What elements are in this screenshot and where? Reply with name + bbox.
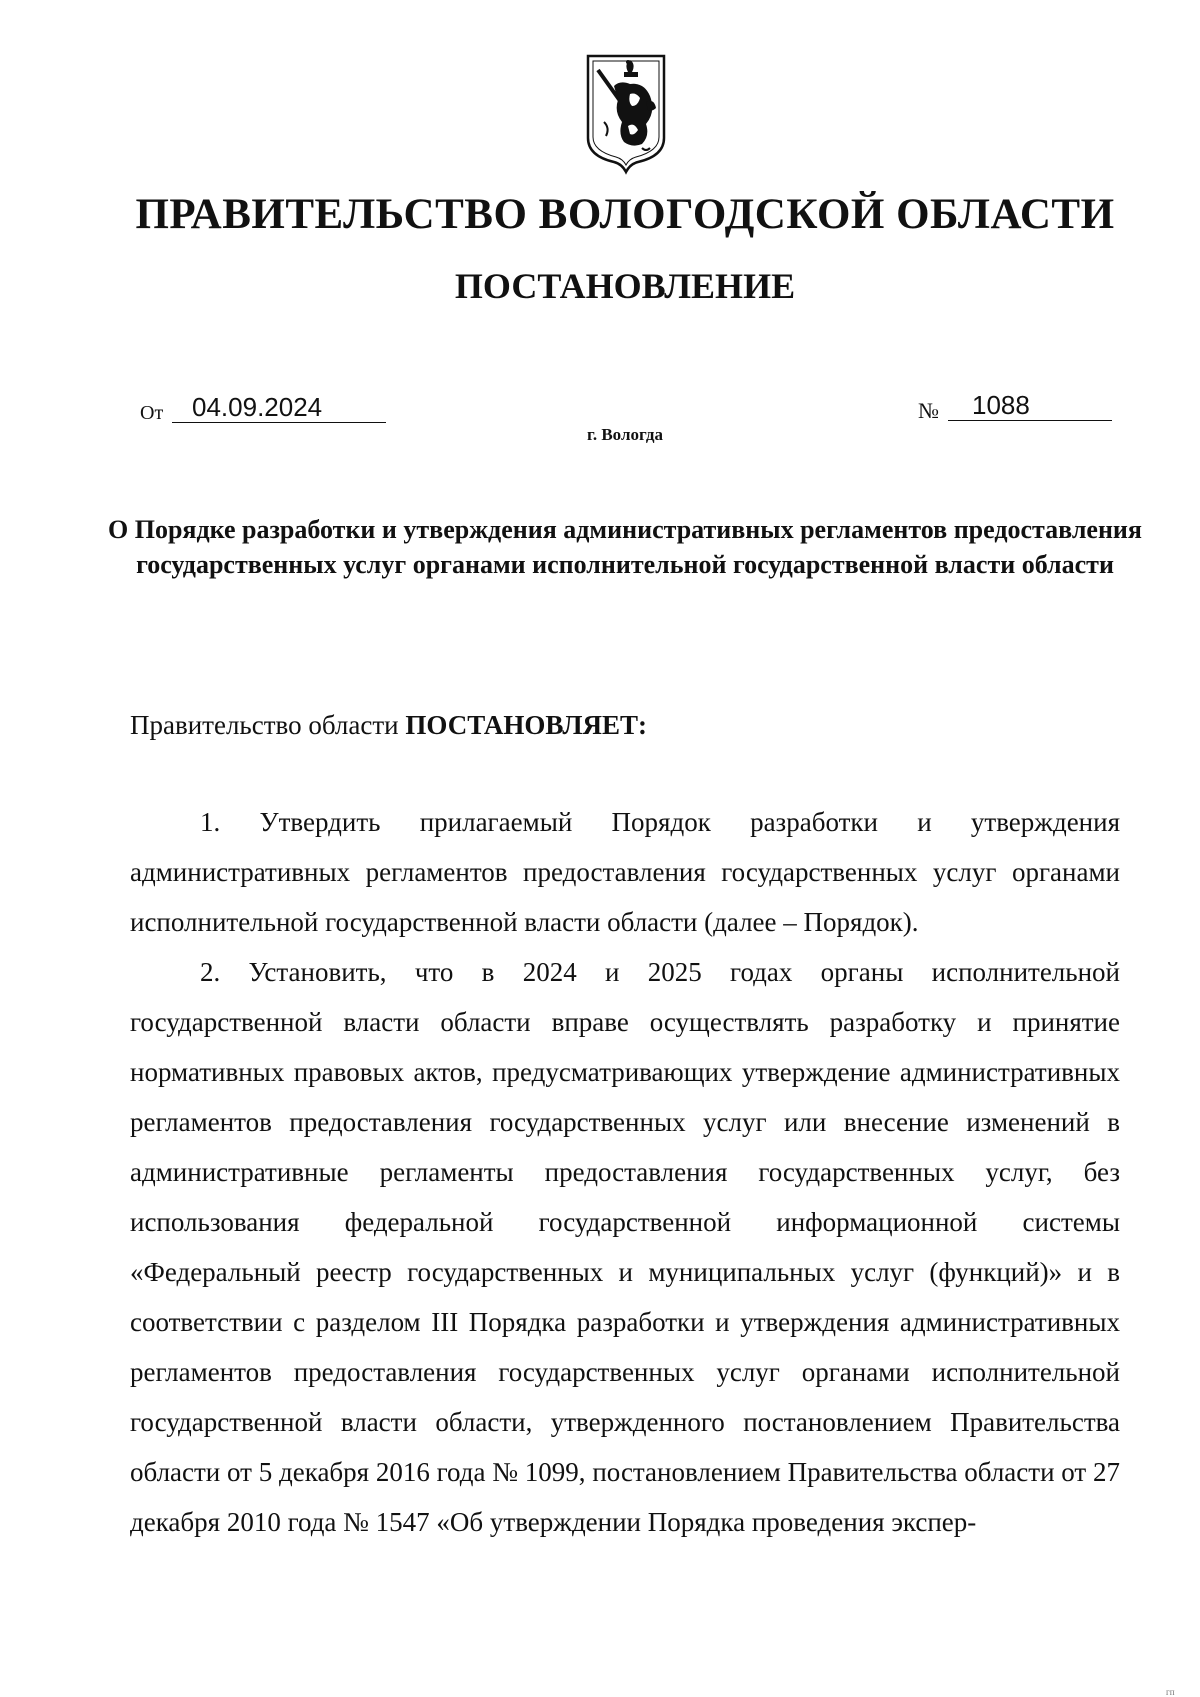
number-prefix: № (918, 398, 939, 423)
date-prefix: От (140, 402, 164, 424)
document-subject: О Порядке разработки и утверждения административных регламентов предоставления государственных услуг органами исполнительной государственной власти области (108, 515, 1142, 579)
coat-of-arms-icon (584, 52, 668, 176)
preamble (130, 708, 647, 742)
paragraph-2: 2. Установить, что в 2024 и 2025 годах органы исполнительной государственной власти области вправе осуществлять разработку и принятие нормативных правовых актов, предусматривающих утверждение административных регламентов предоставления государственных услуг или внесение изменений в административные регламенты предоставления государственных услуг, без использования федеральной государственной информационной системы «Федеральный реестр государственных и муниципальных услуг (функций)» и в соответствии с разделом III Порядка разработки и утверждения административных регламентов предоставления государственных услуг органами исполнительной государственной власти области, утвержденного постановлением Правительства области от 5 декабря 2016 года № 1099, постановлением Правительства области от 27 декабря 2010 года № 1547 «Об утверждении Порядка проведения экспер- (130, 957, 1120, 1537)
government-title: ПРАВИТЕЛЬСТВО ВОЛОГОДСКОЙ ОБЛАСТИ (135, 191, 1115, 238)
city-label: г. Вологда (587, 425, 663, 444)
document-type: ПОСТАНОВЛЕНИЕ (454, 266, 796, 306)
preamble-emphasis: ПОСТАНОВЛЯЕТ: (405, 710, 647, 740)
document-body (130, 797, 1120, 1547)
preamble-text: Правительство области (130, 710, 399, 740)
document-number: 1088 (948, 390, 1112, 421)
page-mark: гп (1166, 1687, 1175, 1697)
document-date: 04.09.2024 (172, 392, 386, 423)
paragraph-1: 1. Утвердить прилагаемый Порядок разработки и утверждения административных регламентов предоставления государственных услуг органами исполнительной государственной власти области (далее – Порядок). (130, 807, 1120, 937)
